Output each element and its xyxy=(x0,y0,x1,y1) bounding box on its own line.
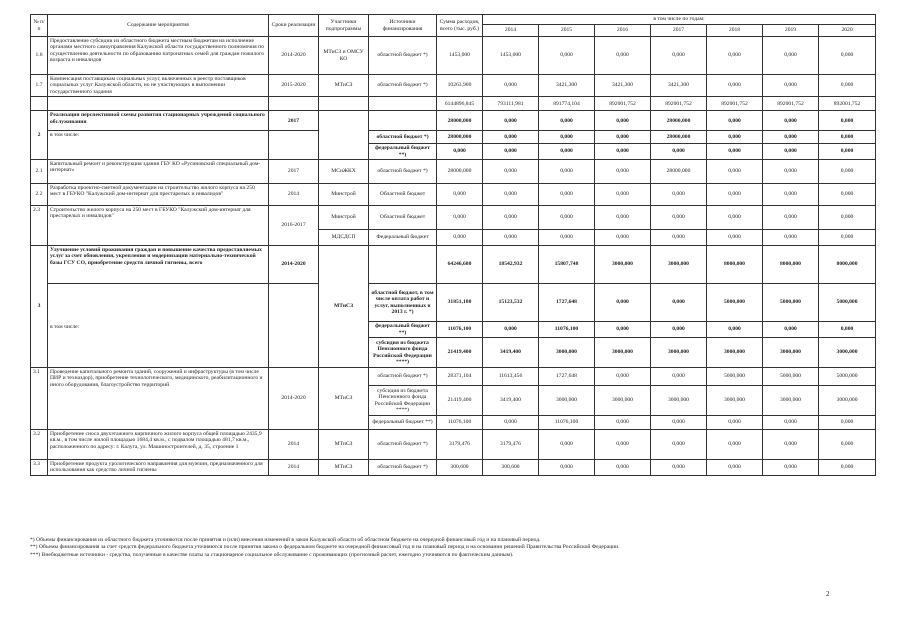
year-2014: 2014 xyxy=(483,25,539,37)
row-source: областной бюджет *) xyxy=(369,37,437,75)
col-sum: Сумма расходов, всего (тыс. руб.) xyxy=(437,15,483,37)
table-row xyxy=(31,206,876,230)
row-term: 2017 xyxy=(269,160,319,184)
row-y2014: 0,000 xyxy=(483,75,539,97)
row-y2018: 3000,000 xyxy=(707,338,763,368)
subtotal-y2016: 892001,752 xyxy=(595,97,651,111)
row-num: 2 xyxy=(31,111,48,160)
row-text: Капитальный ремонт и реконструкция здания ГБУ КО «Русиновский специальный дом-интернат» xyxy=(48,160,269,184)
row-sum: 0,000 xyxy=(437,230,483,246)
row-y2016: 0,000 xyxy=(595,131,651,144)
row-y2020: 0,000 xyxy=(819,131,876,144)
row-participant: Минстрой xyxy=(319,206,369,230)
row-y2019: 0,000 xyxy=(763,206,819,230)
footnotes xyxy=(30,537,875,559)
row-term: 2017 xyxy=(269,111,319,131)
row-y2017: 3421,300 xyxy=(651,75,707,97)
row-y2019: 0,000 xyxy=(763,230,819,246)
section-row xyxy=(31,246,876,284)
row-y2018: 0,000 xyxy=(707,206,763,230)
row-y2015: 11076,100 xyxy=(539,322,595,338)
row-participant: МТиСЗ и ОМСУ КО xyxy=(319,37,369,75)
row-y2014: 11613,456 xyxy=(483,368,539,386)
row-term: 2014-2020 xyxy=(269,37,319,75)
row-y2016: 3000,000 xyxy=(595,246,651,284)
row-y2016: 0,000 xyxy=(595,206,651,230)
year-2015: 2015 xyxy=(539,25,595,37)
row-sum: 3179,476 xyxy=(437,430,483,460)
row-y2019: 0,000 xyxy=(763,131,819,144)
row-y2019: 5000,000 xyxy=(763,368,819,386)
row-y2016: 0,000 xyxy=(595,160,651,184)
row-y2014: 3419,400 xyxy=(483,386,539,416)
row-source: субсидия из бюджета Пенсионного фонда Российской Федерации ****) xyxy=(369,386,437,416)
row-y2018: 0,000 xyxy=(707,144,763,160)
row-participant: МСиЖКХ xyxy=(319,160,369,184)
row-source: Областной бюджет xyxy=(369,206,437,230)
row-y2020: 3000,000 xyxy=(819,386,876,416)
row-y2019: 0,000 xyxy=(763,37,819,75)
row-y2018: 5000,000 xyxy=(707,284,763,322)
row-term: 2014-2020 xyxy=(269,368,319,430)
row-y2019: 5000,000 xyxy=(763,284,819,322)
row-y2017: 3000,000 xyxy=(651,246,707,284)
row-y2018: 0,000 xyxy=(707,460,763,476)
row-sum: 0,000 xyxy=(437,206,483,230)
section-sub-row xyxy=(31,131,876,144)
row-y2020: 0,000 xyxy=(819,206,876,230)
row-y2019: 0,000 xyxy=(763,430,819,460)
table-row xyxy=(31,37,876,75)
row-sum: 28371,104 xyxy=(437,368,483,386)
row-y2017: 0,000 xyxy=(651,37,707,75)
row-y2018: 0,000 xyxy=(707,230,763,246)
table-row xyxy=(31,430,876,460)
row-source: субсидия из бюджета Пенсионного фонда Российской Федерации ****) xyxy=(369,338,437,368)
table-row xyxy=(31,184,876,206)
row-y2019: 0,000 xyxy=(763,460,819,476)
year-2017: 2017 xyxy=(651,25,707,37)
row-y2014: 3419,400 xyxy=(483,338,539,368)
row-y2018: 5000,000 xyxy=(707,368,763,386)
table-row xyxy=(31,460,876,476)
row-y2017: 0,000 xyxy=(651,322,707,338)
col-participants: Участники подпрограммы xyxy=(319,15,369,37)
row-y2018: 0,000 xyxy=(707,416,763,430)
row-y2015: 0,000 xyxy=(539,206,595,230)
page-number: 2 xyxy=(826,590,830,598)
row-text: Приобретение сноса двухэтажного кирпичного жилого корпуса общей площадью 2435,9 кв.м., в том числе жилой площадью 1684,4 кв.м., с подвалом площадью 481,7 кв.м., расположенного по адресу: г. Калуга, ул. Машиностроителей, д. 35, строение 1 xyxy=(48,430,269,460)
row-y2019: 0,000 xyxy=(763,75,819,97)
col-sources: Источники финансирования xyxy=(369,15,437,37)
year-2019: 2019 xyxy=(763,25,819,37)
row-y2014: 1453,000 xyxy=(483,37,539,75)
row-y2020: 0,000 xyxy=(819,416,876,430)
row-y2019: 8000,000 xyxy=(763,246,819,284)
row-text: Разработка проектно-сметной документации на строительство жилого корпуса на 250 мест в ГБУКО "Калужский дом-интернат для престарелых и инвалидов" xyxy=(48,184,269,206)
row-participant: МТиСЗ xyxy=(319,75,369,97)
row-y2016: 3421,300 xyxy=(595,75,651,97)
row-y2020: 3000,000 xyxy=(819,338,876,368)
subtotal-y2015: 891774,104 xyxy=(539,97,595,111)
row-text: Приобретение продукта урологического направления для мужчин, предназначенного для использования как средство личной гигиены xyxy=(48,460,269,476)
row-num: 3.2 xyxy=(31,430,48,460)
row-y2019: 0,000 xyxy=(763,160,819,184)
row-y2015: 0,000 xyxy=(539,160,595,184)
row-y2015: 3421,300 xyxy=(539,75,595,97)
row-participant: МТиСЗ xyxy=(319,460,369,476)
row-participant: Минстрой xyxy=(319,184,369,206)
row-y2020: 0,000 xyxy=(819,184,876,206)
row-num: 1.6 xyxy=(31,37,48,75)
row-y2014: 0,000 xyxy=(483,111,539,131)
row-y2014: 300,600 xyxy=(483,460,539,476)
row-y2014: 0,000 xyxy=(483,416,539,430)
subtotal-y2019: 892001,752 xyxy=(763,97,819,111)
row-y2015: 0,000 xyxy=(539,430,595,460)
row-y2016: 0,000 xyxy=(595,144,651,160)
row-source: федеральный бюджет **) xyxy=(369,144,437,160)
row-sum: 10263,900 xyxy=(437,75,483,97)
section-sub-row xyxy=(31,284,876,322)
row-term: 2014-2020 xyxy=(269,246,319,284)
subtotal-y2017: 892001,752 xyxy=(651,97,707,111)
row-y2020: 5000,000 xyxy=(819,368,876,386)
row-source: областной бюджет *) xyxy=(369,131,437,144)
row-y2017: 0,000 xyxy=(651,430,707,460)
header-row xyxy=(31,15,876,25)
row-y2017: 0,000 xyxy=(651,416,707,430)
row-y2018: 0,000 xyxy=(707,37,763,75)
row-source: областной бюджет *) xyxy=(369,430,437,460)
row-y2018: 3000,000 xyxy=(707,386,763,416)
row-y2020: 0,000 xyxy=(819,230,876,246)
col-by-years: в том числе по годам: xyxy=(483,15,876,25)
row-y2016: 3000,000 xyxy=(595,386,651,416)
row-num: 3.3 xyxy=(31,460,48,476)
row-y2015: 11076,100 xyxy=(539,416,595,430)
row-y2017: 0,000 xyxy=(651,460,707,476)
footnote-regional-budget: *) Объемы финансирования из областного бюджета уточняются после принятия и (или) внесения изменений в закон Калужской области об областном бюджете на очередной финансовый год и на плановый период. xyxy=(30,537,541,543)
row-y2016: 3000,000 xyxy=(595,338,651,368)
row-source: Областной бюджет xyxy=(369,184,437,206)
row-sum: 0,000 xyxy=(437,184,483,206)
row-y2014: 0,000 xyxy=(483,206,539,230)
row-y2016: 0,000 xyxy=(595,460,651,476)
row-y2014: 0,000 xyxy=(483,230,539,246)
row-sum: 1453,000 xyxy=(437,37,483,75)
row-incl: в том числе: xyxy=(48,284,269,368)
row-source: федеральный бюджет **) xyxy=(369,416,437,430)
row-y2016: 0,000 xyxy=(595,322,651,338)
table-row xyxy=(31,368,876,386)
row-y2018: 8000,000 xyxy=(707,246,763,284)
row-sum: 11076,100 xyxy=(437,416,483,430)
row-y2017: 0,000 xyxy=(651,284,707,322)
row-y2020: 5000,000 xyxy=(819,284,876,322)
table-row xyxy=(31,75,876,97)
row-y2019: 0,000 xyxy=(763,111,819,131)
subtotal-y2014: 793111,981 xyxy=(483,97,539,111)
row-y2016: 0,000 xyxy=(595,368,651,386)
row-participant: МТиСЗ xyxy=(319,246,369,368)
row-y2020: 0,000 xyxy=(819,322,876,338)
row-y2019: 3000,000 xyxy=(763,338,819,368)
row-y2017: 28000,000 xyxy=(651,131,707,144)
row-y2016: 0,000 xyxy=(595,37,651,75)
subtotal-row xyxy=(31,97,876,111)
footnote-extrabudgetary: ***) Внебюджетные источники - средства, полученные в качестве платы за стационарное социальное обслуживание с проживающих (прогнозный расчет, ежегодно уточняются по фактическим данным). xyxy=(30,551,514,558)
row-y2015: 0,000 xyxy=(539,230,595,246)
row-y2020: 0,000 xyxy=(819,75,876,97)
row-y2015: 0,000 xyxy=(539,37,595,75)
row-y2015: 3000,000 xyxy=(539,338,595,368)
row-participant: МДСДСП xyxy=(319,230,369,246)
row-participant: МТиСЗ xyxy=(319,430,369,460)
row-y2014: 0,000 xyxy=(483,184,539,206)
row-text: Улучшение условий проживания граждан и повышение качества предоставляемых услуг за счет обновления, укрепления и модернизации материально-технической базы ГСУ СО, приобретение средств личной гигиены, всего xyxy=(48,246,269,284)
program-table-container xyxy=(30,14,875,476)
row-y2016: 0,000 xyxy=(595,430,651,460)
row-y2020: 0,000 xyxy=(819,460,876,476)
row-y2016: 0,000 xyxy=(595,230,651,246)
row-y2017: 28000,000 xyxy=(651,111,707,131)
row-term: 2015-2020 xyxy=(269,75,319,97)
row-y2018: 0,000 xyxy=(707,184,763,206)
row-y2018: 0,000 xyxy=(707,430,763,460)
row-sum: 28000,000 xyxy=(437,131,483,144)
row-y2014: 0,000 xyxy=(483,322,539,338)
row-source: областной бюджет *) xyxy=(369,160,437,184)
row-y2015: 0,000 xyxy=(539,131,595,144)
row-num: 3 xyxy=(31,246,48,368)
footnote-federal-budget: **) Объемы финансирования за счет средств федерального бюджета уточняются после принятия закона о федеральном бюджете на очередной финансовый год и на плановый период и на основании решений Правительства Российской Федерации. xyxy=(30,544,620,551)
table-row xyxy=(31,160,876,184)
row-term: 2014 xyxy=(269,430,319,460)
row-y2016: 0,000 xyxy=(595,284,651,322)
row-y2014: 15123,532 xyxy=(483,284,539,322)
row-num: 2.2 xyxy=(31,184,48,206)
row-sum: 300,600 xyxy=(437,460,483,476)
row-y2015: 0,000 xyxy=(539,184,595,206)
row-y2015: 3000,000 xyxy=(539,386,595,416)
col-content: Содержание мероприятия xyxy=(48,15,269,37)
subtotal-y2020: 892001,752 xyxy=(819,97,876,111)
row-source: областной бюджет *) xyxy=(369,368,437,386)
row-y2019: 0,000 xyxy=(763,184,819,206)
year-2018: 2018 xyxy=(707,25,763,37)
row-num: 1.7 xyxy=(31,75,48,97)
row-y2014: 0,000 xyxy=(483,131,539,144)
row-sum: 28000,000 xyxy=(437,111,483,131)
row-sum: 21419,400 xyxy=(437,386,483,416)
row-term: 2016-2017 xyxy=(269,206,319,246)
row-num: 3.1 xyxy=(31,368,48,430)
row-sum: 11076,100 xyxy=(437,322,483,338)
row-text: Проведение капитального ремонта зданий, сооружений и инфраструктуры (в том числе ПИР и техназдор), приобретение технологического, медицинского, реабилитационного и иного оборудования, благоустройство территорий xyxy=(48,368,269,430)
row-y2019: 0,000 xyxy=(763,416,819,430)
row-y2017: 0,000 xyxy=(651,368,707,386)
row-num: 2.3 xyxy=(31,206,48,246)
row-source: Федеральный бюджет xyxy=(369,230,437,246)
year-2020: 2020 xyxy=(819,25,876,37)
subtotal-y2018: 892001,752 xyxy=(707,97,763,111)
row-y2017: 0,000 xyxy=(651,206,707,230)
row-y2017: 3000,000 xyxy=(651,386,707,416)
row-y2014: 18542,932 xyxy=(483,246,539,284)
row-source: областной бюджет *) xyxy=(369,460,437,476)
row-y2019: 0,000 xyxy=(763,322,819,338)
row-y2018: 0,000 xyxy=(707,322,763,338)
row-y2017: 0,000 xyxy=(651,230,707,246)
row-sum: 31851,180 xyxy=(437,284,483,322)
row-y2020: 0,000 xyxy=(819,430,876,460)
row-term: 2014 xyxy=(269,184,319,206)
row-text: Компенсация поставщикам социальных услуг, включенных в реестр поставщиков социальных услуг Калужской области, но не участвующих в выполнении государственного задания xyxy=(48,75,269,97)
row-source: областной бюджет *) xyxy=(369,75,437,97)
row-y2014: 3179,476 xyxy=(483,430,539,460)
row-y2020: 0,000 xyxy=(819,144,876,160)
year-2016: 2016 xyxy=(595,25,651,37)
row-source: федеральный бюджет **) xyxy=(369,322,437,338)
row-y2020: 0,000 xyxy=(819,160,876,184)
col-num: № п/п xyxy=(31,15,48,37)
row-sum: 28000,000 xyxy=(437,160,483,184)
row-y2020: 0,000 xyxy=(819,111,876,131)
row-y2017: 28000,000 xyxy=(651,160,707,184)
row-sum: 0,000 xyxy=(437,144,483,160)
row-text: Предоставление субсидии из областного бюджета местным бюджетам на исполнение органами местного самоуправления Калужской области государственного полномочия по осуществлению деятельности по образованию патронатных семей для граждан пожилого возраста и инвалидов xyxy=(48,37,269,75)
row-sum: 64246,680 xyxy=(437,246,483,284)
row-participant: МТиСЗ xyxy=(319,368,369,430)
row-y2015: 15807,748 xyxy=(539,246,595,284)
row-y2014: 0,000 xyxy=(483,160,539,184)
program-table xyxy=(30,14,876,476)
row-incl: в том числе: xyxy=(48,131,269,160)
row-y2020: 0,000 xyxy=(819,37,876,75)
row-y2015: 0,000 xyxy=(539,460,595,476)
row-y2015: 1727,648 xyxy=(539,284,595,322)
row-y2018: 0,000 xyxy=(707,160,763,184)
row-y2018: 0,000 xyxy=(707,131,763,144)
col-terms: Сроки реализации xyxy=(269,15,319,37)
row-sum: 21419,400 xyxy=(437,338,483,368)
row-num: 2.1 xyxy=(31,160,48,184)
row-y2015: 1727,648 xyxy=(539,368,595,386)
row-y2015: 0,000 xyxy=(539,144,595,160)
row-y2019: 0,000 xyxy=(763,144,819,160)
row-y2017: 3000,000 xyxy=(651,338,707,368)
row-y2015: 0,000 xyxy=(539,111,595,131)
row-y2017: 0,000 xyxy=(651,144,707,160)
row-y2020: 8000,000 xyxy=(819,246,876,284)
row-y2016: 0,000 xyxy=(595,416,651,430)
row-y2018: 0,000 xyxy=(707,75,763,97)
row-source: областной бюджет, в том числе оплата работ и услуг, выполненных в 2013 г. *) xyxy=(369,284,437,322)
row-term: 2014 xyxy=(269,460,319,476)
section-row xyxy=(31,111,876,131)
row-y2018: 0,000 xyxy=(707,111,763,131)
row-y2014: 0,000 xyxy=(483,144,539,160)
row-y2019: 3000,000 xyxy=(763,386,819,416)
row-y2016: 0,000 xyxy=(595,184,651,206)
row-y2016: 0,000 xyxy=(595,111,651,131)
row-text: Строительство жилого корпуса на 250 мест в ГБУКО "Калужский дом-интернат для престарелых и инвалидов" xyxy=(48,206,269,246)
row-text: Реализация перспективной схемы развития стационарных учреждений социального обслуживания xyxy=(48,111,269,131)
subtotal-sum: 6144896,845 xyxy=(437,97,483,111)
row-y2017: 0,000 xyxy=(651,184,707,206)
